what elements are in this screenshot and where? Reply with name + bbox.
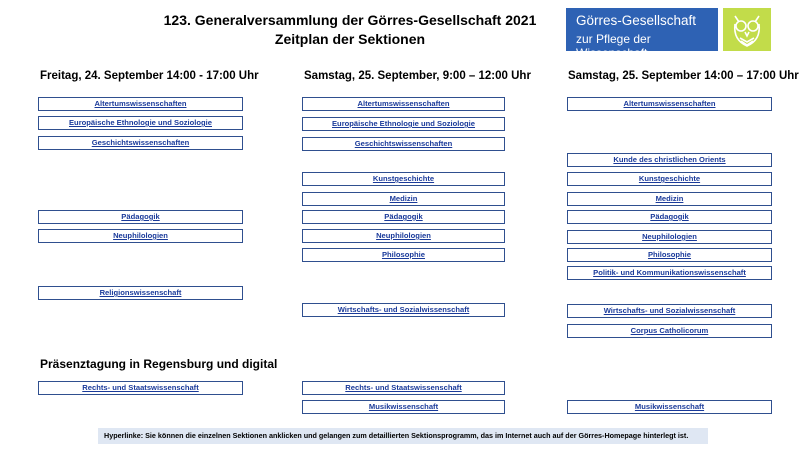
section-link-musikwissenschaft[interactable]: Musikwissenschaft	[567, 400, 772, 414]
section-link-neuphilologien[interactable]: Neuphilologien	[302, 229, 505, 243]
day2-heading: Samstag, 25. September, 9:00 – 12:00 Uhr	[304, 70, 531, 82]
section-link-paedagogik[interactable]: Pädagogik	[302, 210, 505, 224]
section-link-religionswissenschaft[interactable]: Religionswissenschaft	[38, 286, 243, 300]
section-link-altertumswissenschaften[interactable]: Altertumswissenschaften	[302, 97, 505, 111]
goerres-logo[interactable]	[566, 8, 718, 60]
section-link-corpus-catholicorum[interactable]: Corpus Catholicorum	[567, 324, 772, 338]
section-link-philosophie[interactable]: Philosophie	[567, 248, 772, 262]
page-subtitle: Zeitplan der Sektionen	[274, 31, 426, 47]
section-link-wirtschafts-sozialwissenschaft[interactable]: Wirtschafts- und Sozialwissenschaft	[302, 303, 505, 317]
owl-icon	[723, 8, 771, 51]
section-link-philosophie[interactable]: Philosophie	[302, 248, 505, 262]
section-link-paedagogik[interactable]: Pädagogik	[567, 210, 772, 224]
section-link-medizin[interactable]: Medizin	[302, 192, 505, 206]
section-link-altertumswissenschaften[interactable]: Altertumswissenschaften	[567, 97, 772, 111]
section-link-kunstgeschichte[interactable]: Kunstgeschichte	[567, 172, 772, 186]
section-link-europaeische-ethnologie[interactable]: Europäische Ethnologie und Soziologie	[38, 116, 243, 130]
logo-line1: Görres-Gesellschaft	[576, 13, 697, 28]
section-link-europaeische-ethnologie[interactable]: Europäische Ethnologie und Soziologie	[302, 117, 505, 131]
section-link-altertumswissenschaften[interactable]: Altertumswissenschaften	[38, 97, 243, 111]
section-link-kunstgeschichte[interactable]: Kunstgeschichte	[302, 172, 505, 186]
logo-line2: zur Pflege der Wissenschaft	[576, 32, 651, 60]
section-link-neuphilologien[interactable]: Neuphilologien	[38, 229, 243, 243]
section-link-wirtschafts-sozialwissenschaft[interactable]: Wirtschafts- und Sozialwissenschaft	[567, 304, 772, 318]
section-link-neuphilologien[interactable]: Neuphilologien	[567, 230, 772, 244]
section-link-geschichtswissenschaften[interactable]: Geschichtswissenschaften	[38, 136, 243, 150]
hyperlink-note: Hyperlinke: Sie können die einzelnen Sektionen anklicken und gelangen zum detaillierten Sektionsprogramm, das im Internet auch auf der Görres-Homepage hinterlegt ist.	[98, 428, 708, 444]
day3-heading: Samstag, 25. September 14:00 – 17:00 Uhr	[568, 70, 799, 82]
owl-icon-svg	[723, 8, 771, 51]
section-link-rechts-staatswissenschaft[interactable]: Rechts- und Staatswissenschaft	[302, 381, 505, 395]
section-link-musikwissenschaft[interactable]: Musikwissenschaft	[302, 400, 505, 414]
section-link-paedagogik[interactable]: Pädagogik	[38, 210, 243, 224]
hybrid-heading: Präsenztagung in Regensburg und digital	[40, 357, 278, 371]
section-link-geschichtswissenschaften[interactable]: Geschichtswissenschaften	[302, 137, 505, 151]
section-link-rechts-staatswissenschaft[interactable]: Rechts- und Staatswissenschaft	[38, 381, 243, 395]
section-link-medizin[interactable]: Medizin	[567, 192, 772, 206]
day1-heading: Freitag, 24. September 14:00 - 17:00 Uhr	[40, 70, 259, 82]
page-title: 123. Generalversammlung der Görres-Gesellschaft 2021	[163, 12, 537, 28]
section-link-politik-kommunikationswissenschaft[interactable]: Politik- und Kommunikationswissenschaft	[567, 266, 772, 280]
section-link-kunde-christlicher-orient[interactable]: Kunde des christlichen Orients	[567, 153, 772, 167]
